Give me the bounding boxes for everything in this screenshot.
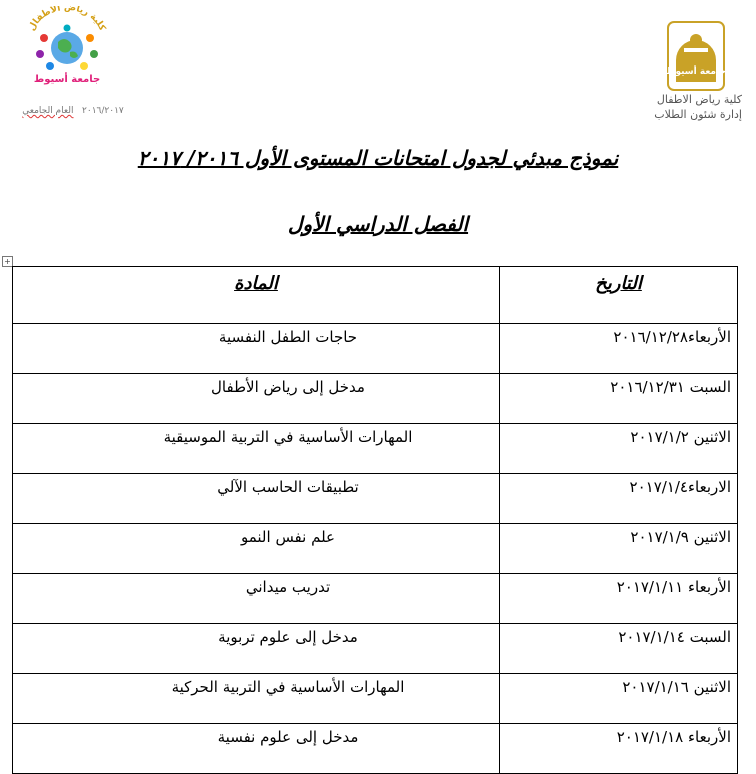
column-header-date: التاريخ bbox=[500, 267, 738, 324]
subject-cell: مدخل إلى علوم تربوية bbox=[13, 624, 500, 674]
kindergarten-logo bbox=[22, 6, 112, 86]
subject-cell: المهارات الأساسية في التربية الحركية bbox=[13, 674, 500, 724]
faculty-block bbox=[654, 92, 742, 122]
table-move-handle[interactable]: + bbox=[2, 256, 13, 267]
exam-schedule-table bbox=[12, 266, 738, 774]
university-emblem bbox=[664, 20, 728, 92]
date-cell: الاثنين ٢٠١٧/١/١٦ bbox=[500, 674, 738, 724]
faculty-name: كلية رياض الاطفال bbox=[656, 93, 742, 106]
academic-year-value: ٢٠١٦/٢٠١٧ bbox=[82, 106, 124, 116]
subject-cell: تطبيقات الحاسب الآلي bbox=[13, 474, 500, 524]
date-cell: الاربعاء٢٠١٧/١/٤ bbox=[500, 474, 738, 524]
subject-cell: مدخل إلى رياض الأطفال bbox=[13, 374, 500, 424]
subject-cell: حاجات الطفل النفسية bbox=[13, 324, 500, 374]
column-header-subject: المادة bbox=[13, 267, 500, 324]
date-cell: الاثنين ٢٠١٧/١/٩ bbox=[500, 524, 738, 574]
table-row bbox=[13, 374, 738, 424]
table-header-row bbox=[13, 267, 738, 324]
emblem-text: جامعة أسيوط bbox=[666, 67, 726, 77]
page-title: نموذج مبدئي لجدول امتحانات المستوى الأول ٢٠١٦/ ٢٠١٧ bbox=[137, 146, 619, 170]
logo-bottom-text: جامعة أسيوط bbox=[33, 74, 101, 85]
table-row bbox=[13, 574, 738, 624]
table-row bbox=[13, 724, 738, 774]
date-cell: الأربعاء ٢٠١٧/١/١١ bbox=[500, 574, 738, 624]
table-row bbox=[13, 624, 738, 674]
date-cell: الأربعاء ٢٠١٧/١/١٨ bbox=[500, 724, 738, 774]
table-row bbox=[13, 524, 738, 574]
subject-cell: تدريب ميداني bbox=[13, 574, 500, 624]
date-cell: السبت ٢٠١٧/١/١٤ bbox=[500, 624, 738, 674]
table-row bbox=[13, 674, 738, 724]
emblem-icon bbox=[668, 22, 724, 90]
subject-cell: المهارات الأساسية في التربية الموسيقية bbox=[13, 424, 500, 474]
table-row bbox=[13, 424, 738, 474]
globe-icon bbox=[51, 32, 83, 64]
date-cell: الاثنين ٢٠١٧/١/٢ bbox=[500, 424, 738, 474]
academic-year-label: العام الجامعي bbox=[22, 106, 74, 116]
table-row bbox=[13, 474, 738, 524]
subject-cell: مدخل إلى علوم نفسية bbox=[13, 724, 500, 774]
date-cell: الأربعاء٢٠١٦/١٢/٢٨ bbox=[500, 324, 738, 374]
table-row bbox=[13, 324, 738, 374]
academic-year bbox=[8, 106, 138, 116]
logo-arc-text: كلية رياض الاطفال bbox=[27, 6, 107, 33]
page-subtitle: الفصل الدراسي الأول bbox=[287, 212, 469, 236]
date-cell: السبت ٢٠١٦/١٢/٣١ bbox=[500, 374, 738, 424]
department-name: إدارة شئون الطلاب bbox=[654, 108, 742, 121]
subject-cell: علم نفس النمو bbox=[13, 524, 500, 574]
